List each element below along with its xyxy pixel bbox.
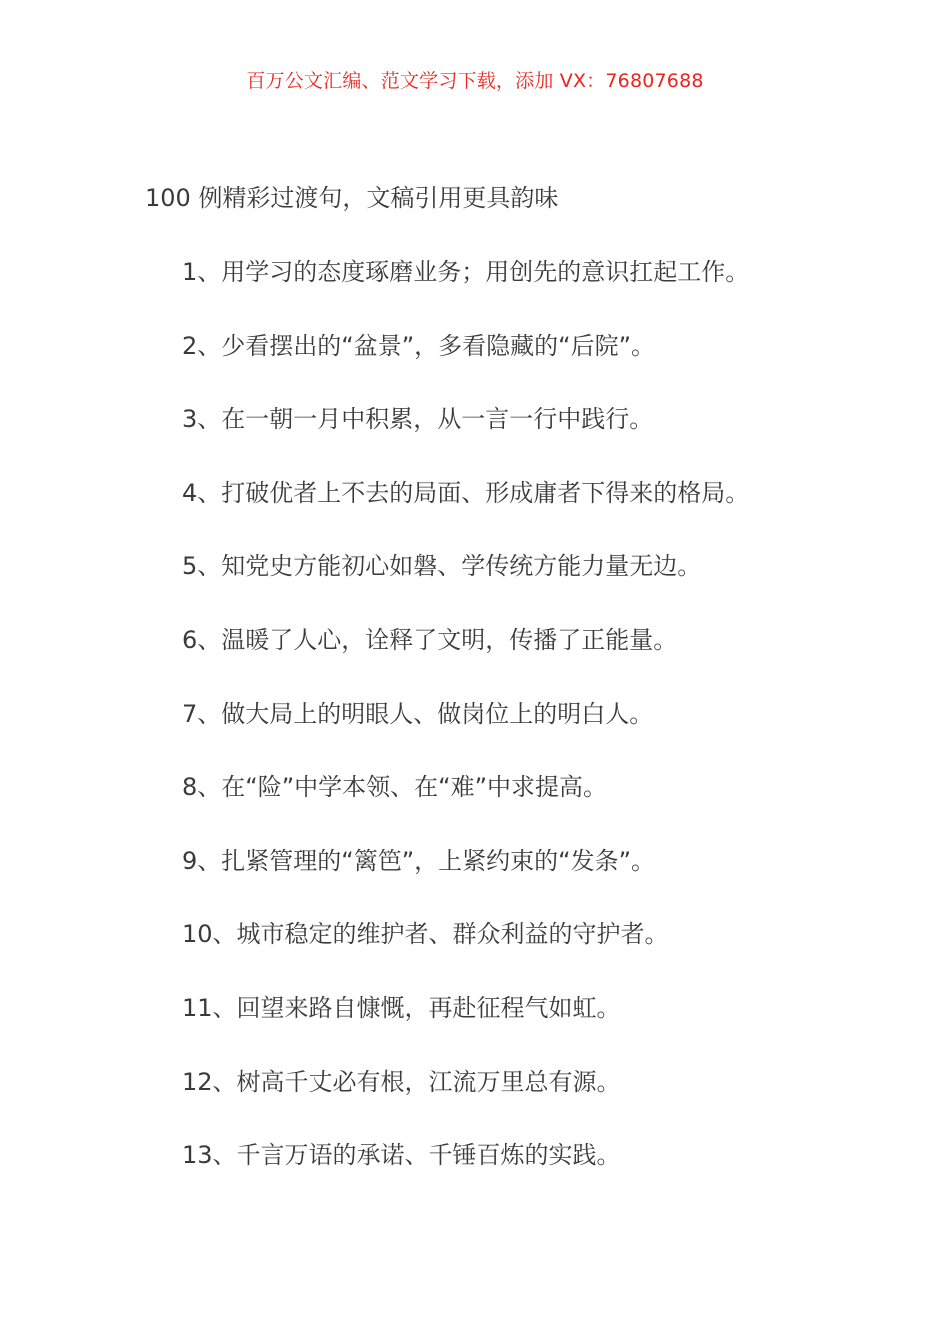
list-item: 10、城市稳定的维护者、群众利益的守护者。 (182, 920, 669, 949)
list-item: 4、打破优者上不去的局面、形成庸者下得来的格局。 (182, 478, 750, 507)
sentence-list (182, 254, 749, 1211)
list-item: 5、知党史方能初心如磐、学传统方能力量无边。 (182, 552, 702, 581)
list-item: 3、在一朝一月中积累，从一言一行中践行。 (182, 405, 654, 434)
header-watermark-note: 百万公文汇编、范文学习下载，添加 VX：76807688 (246, 70, 704, 92)
list-item: 9、扎紧管理的“篱笆”，上紧约束的“发条”。 (182, 846, 656, 875)
list-item: 8、在“险”中学本领、在“难”中求提高。 (182, 773, 608, 802)
list-item: 1、用学习的态度琢磨业务；用创先的意识扛起工作。 (182, 258, 750, 286)
list-item: 6、温暖了人心，诠释了文明，传播了正能量。 (182, 625, 678, 654)
list-item: 11、回望来路自慷慨，再赴征程气如虹。 (182, 993, 621, 1022)
list-item: 2、少看摆出的“盆景”，多看隐藏的“后院”。 (182, 331, 656, 360)
list-item: 13、千言万语的承诺、千锤百炼的实践。 (182, 1141, 621, 1170)
document-title: 100 例精彩过渡句，文稿引用更具韵味 (145, 184, 559, 212)
list-item: 12、树高千丈必有根，江流万里总有源。 (182, 1067, 621, 1096)
list-item: 7、做大局上的明眼人、做岗位上的明白人。 (182, 699, 654, 728)
